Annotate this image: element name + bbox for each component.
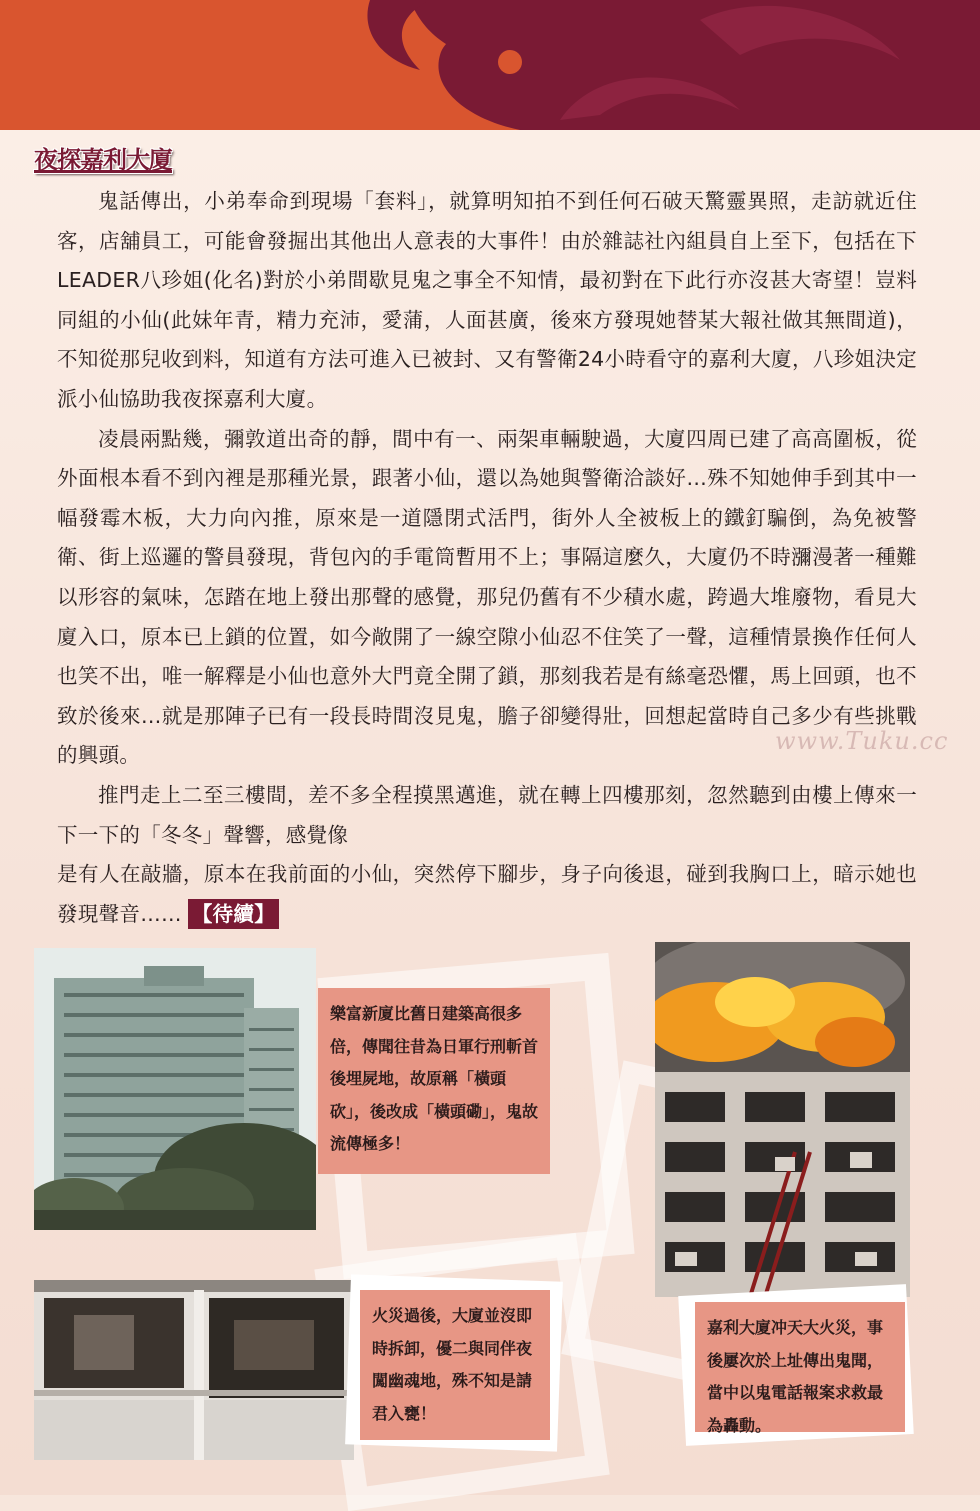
article-body	[57, 182, 917, 934]
building-image	[34, 948, 316, 1230]
ruins-photo	[34, 1280, 354, 1460]
paragraph-1: 鬼話傳出，小弟奉命到現場「套料」，就算明知拍不到任何石破天驚靈異照，走訪就近住客，店舖員工，可能會發掘出其他出人意表的大事件！由於雜誌社內組員自上至下，包括在下LEADER八珍姐(化名)對於小弟間歇見鬼之事全不知情，最初對在下此行亦沒甚大寄望！豈料同組的小仙(此妹年青，精力充沛，愛蒲，人面甚廣，後來方發現她替某大報社做其無間道)，不知從那兒收到料，知道有方法可進入已被封、又有警衛24小時看守的嘉利大廈，八珍姐決定派小仙協助我夜探嘉利大廈。	[57, 189, 917, 411]
paragraph-3: 推門走上二至三樓間，差不多全程摸黑邁進，就在轉上四樓那刻，忽然聽到由樓上傳來一下一下的「冬冬」聲響，感覺像	[57, 782, 917, 847]
paragraph-2: 凌晨兩點幾，彌敦道出奇的靜，間中有一、兩架車輛駛過，大廈四周已建了高高圍板，從外面根本看不到內裡是那種光景，跟著小仙，還以為她與警衛洽談好…殊不知她伸手到其中一幅發霉木板，大力向內推，原來是一道隱閉式活門，街外人全被板上的鐵釘騙倒，為免被警衛、街上巡邏的警員發現，背包內的手電筒暫用不上；事隔這麼久，大廈仍不時瀰漫著一種難以形容的氣味，怎踏在地上發出那聲的感覺，那兒仍舊有不少積水處，跨過大堆廢物，看見大廈入口，原本已上鎖的位置，如今敞開了一線空隙小仙忍不住笑了一聲，這種情景換作任何人也笑不出，唯一解釋是小仙也意外大門竟全開了鎖，那刻我若是有絲毫恐懼，馬上回頭，也不致於後來…就是那陣子已有一段長時間沒見鬼，膽子卻變得壯，回想起當時自己多少有些挑戰的興頭。	[57, 426, 917, 768]
to-be-continued-badge: 【待續】	[188, 899, 279, 929]
fire-photo	[655, 942, 910, 1297]
watermark: www.Tuku.cc	[775, 727, 949, 755]
paragraph-4-text: 是有人在敲牆，原本在我前面的小仙，突然停下腳步，身子向後退，碰到我胸口上，暗示她也發現聲音……	[57, 862, 917, 926]
building-photo	[34, 948, 316, 1230]
caption-building: 樂富新廈比舊日建築高很多倍，傳聞往昔為日軍行刑斬首後埋屍地，故原稱「橫頭砍」，後改成「橫頭磡」，鬼故流傳極多！	[318, 988, 550, 1174]
caption-ruins: 火災過後，大廈並沒即時拆卸，優二與同伴夜闖幽魂地，殊不知是請君入甕！	[360, 1290, 550, 1440]
header-banner	[0, 0, 980, 130]
article-title: 夜探嘉利大廈	[34, 146, 172, 174]
paragraph-4	[57, 855, 917, 934]
header-swirl-graphic	[0, 0, 980, 130]
ruins-image	[34, 1280, 354, 1460]
fire-image	[655, 942, 910, 1297]
caption-fire: 嘉利大廈冲天大火災，事後屢次於上址傳出鬼聞，當中以鬼電話報案求救最為轟動。	[695, 1302, 905, 1432]
